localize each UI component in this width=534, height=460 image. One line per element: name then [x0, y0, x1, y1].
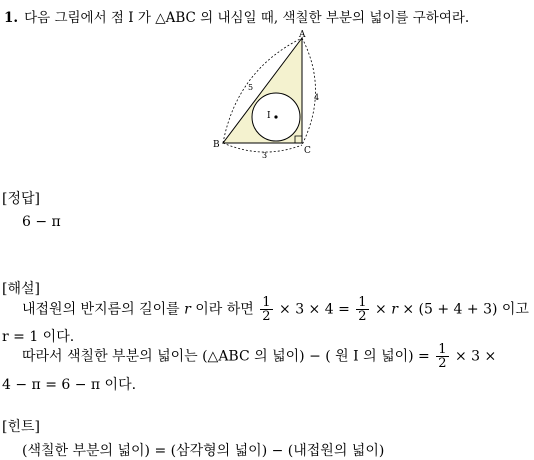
- hint-text: (색칠한 부분의 넓이) = (삼각형의 넓이) − (내접원의 넓이): [22, 443, 385, 459]
- solution-label: [해설]: [2, 281, 40, 297]
- solution-line-2: r = 1 이다.: [2, 329, 75, 345]
- vertex-a-label: A: [299, 30, 306, 40]
- fraction-half: $\frac{1}{2}$: [358, 295, 367, 324]
- vertex-c-label: C: [304, 146, 311, 156]
- solution-line-1: 내접원의 반지름의 길이를 r 이라 하면 $\frac{1}{2}$ × 3 × 4 = $\frac{1}{2}$ × r × (5 + 4 + 3) 이고: [22, 295, 529, 324]
- problem-number: 1.: [4, 10, 19, 26]
- fraction-half: $\frac{1}{2}$: [438, 342, 447, 371]
- incenter-point: [274, 115, 277, 118]
- side-ab-label: 5: [248, 83, 254, 92]
- fraction-half: $\frac{1}{2}$: [262, 295, 271, 324]
- problem-text: 다음 그림에서 점 I 가 △ABC 의 내심일 때, 색칠한 부분의 넓이를 구하여라.: [24, 10, 470, 26]
- side-ac-label: 4: [314, 93, 320, 102]
- triangle-figure: [205, 30, 325, 160]
- problem-statement: [4, 6, 469, 26]
- answer-label: [정답]: [2, 191, 40, 207]
- vertex-b-label: B: [213, 140, 220, 150]
- solution-line-4: 4 − π = 6 − π 이다.: [2, 377, 137, 393]
- answer-value: 6 − π: [22, 214, 61, 230]
- side-bc-label: 3: [262, 151, 268, 160]
- solution-line-3: 따라서 색칠한 부분의 넓이는 (△ABC 의 넓이) − ( 원 I 의 넓이) = $\frac{1}{2}$ × 3 ×: [22, 342, 497, 371]
- circumcircle-arc-ac: [302, 38, 316, 145]
- hint-label: [힌트]: [2, 419, 40, 435]
- incenter-label: I: [267, 111, 271, 121]
